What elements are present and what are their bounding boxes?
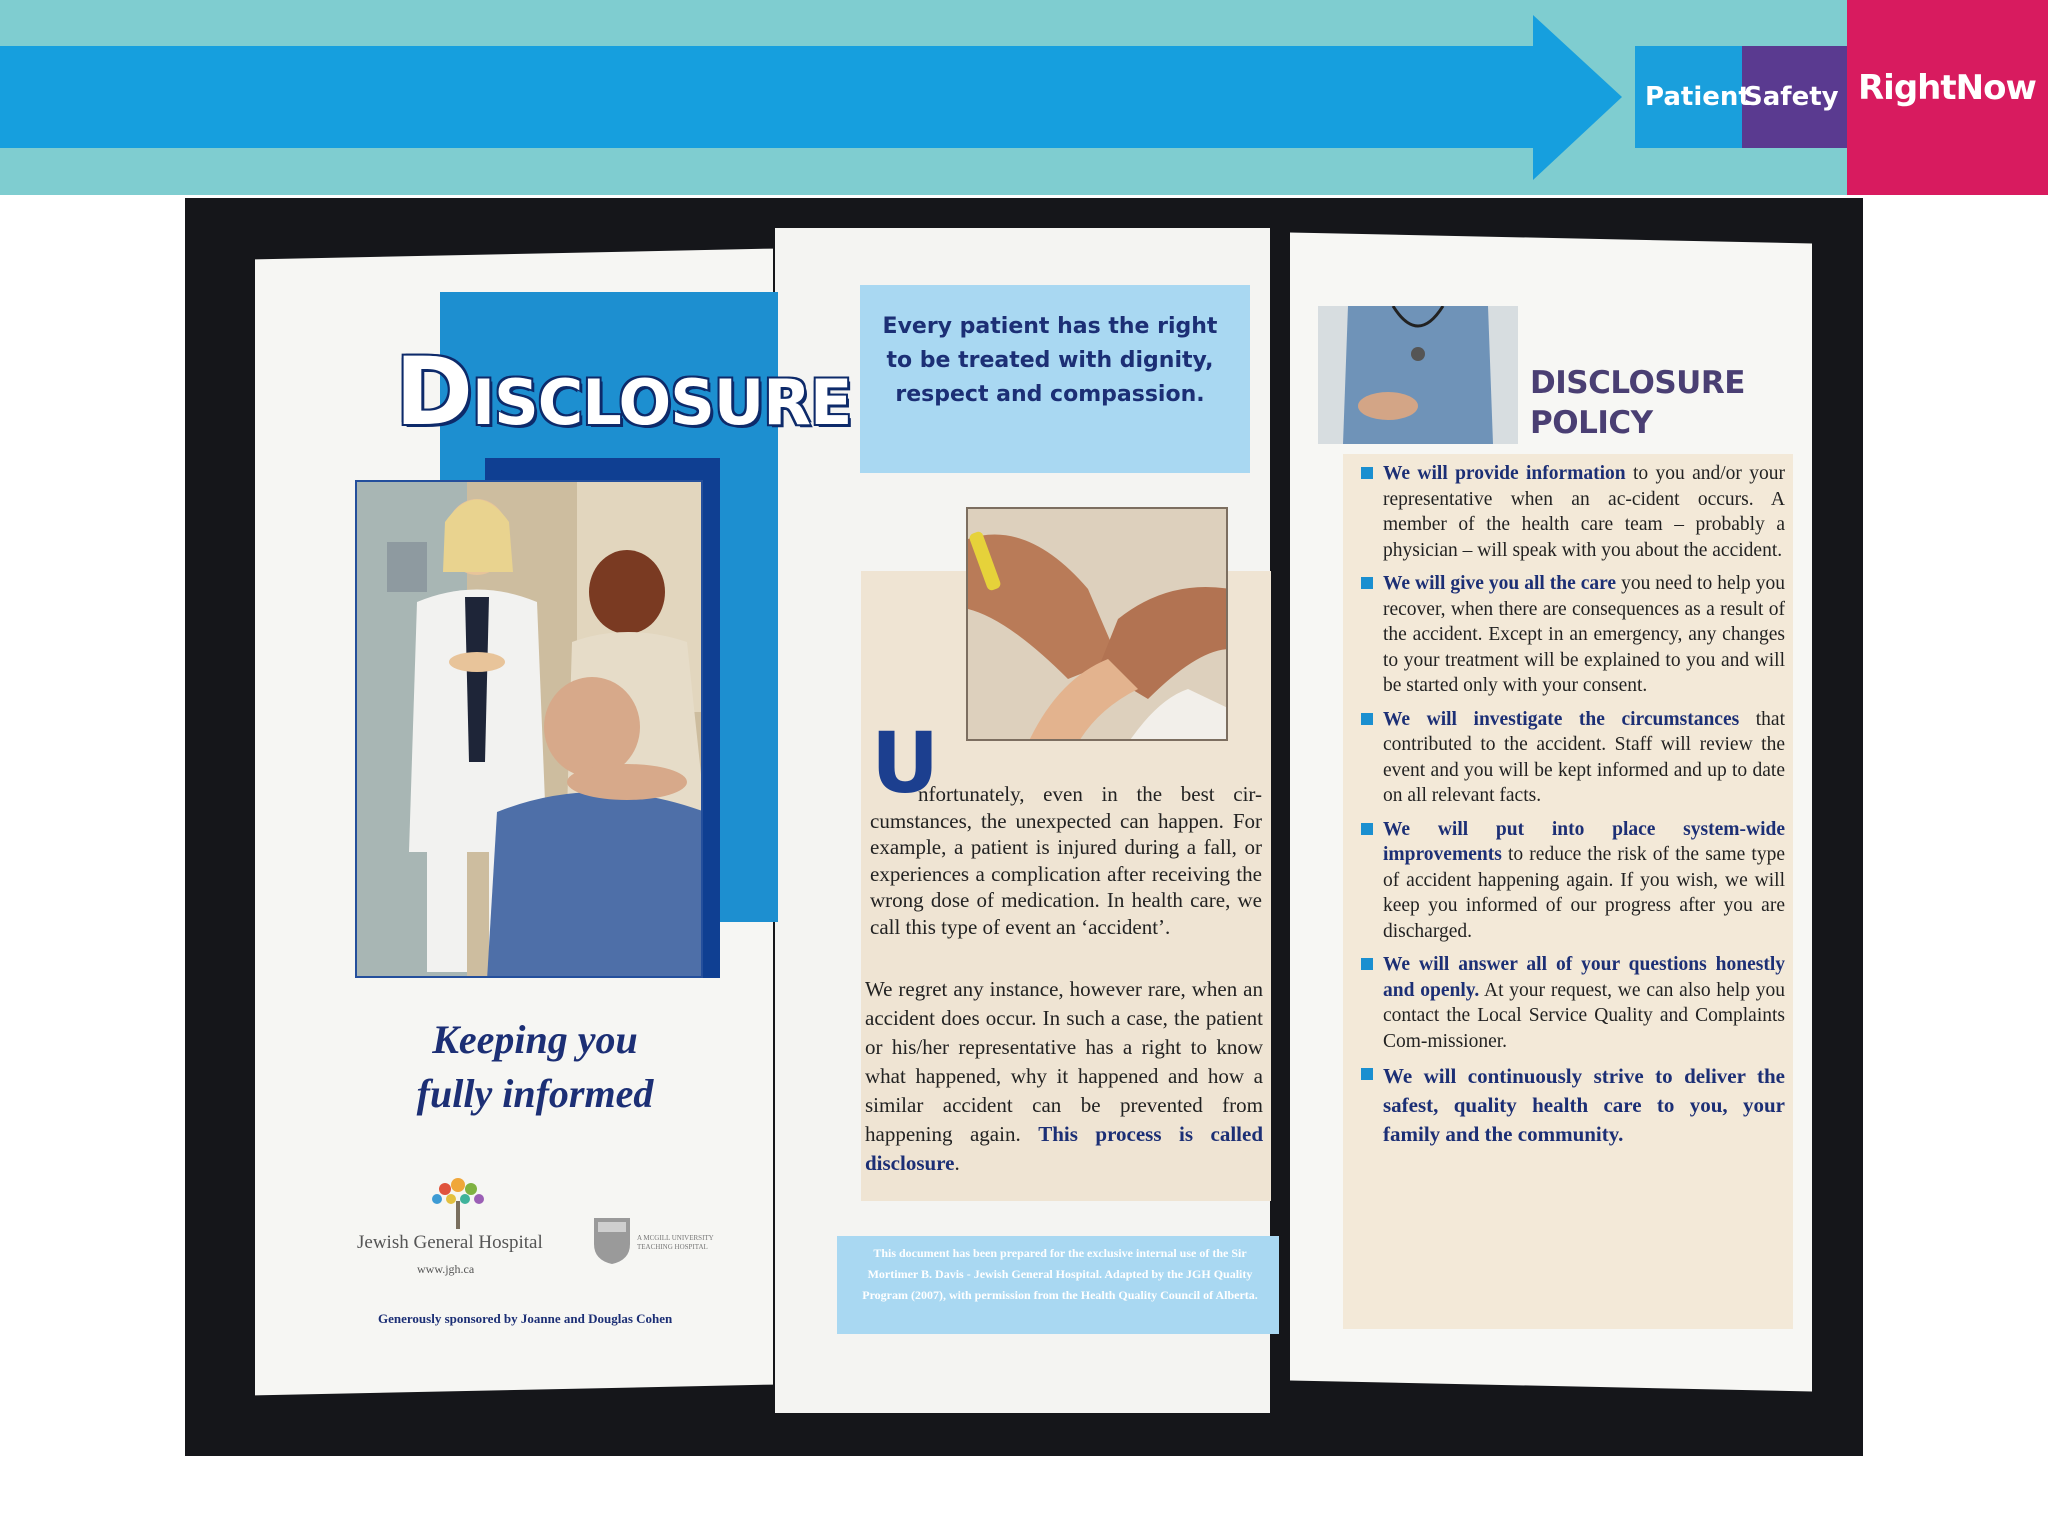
doctor-patient-photo [355,480,703,978]
bullet-square-icon [1361,713,1373,725]
middle-footer-text: This document has been prepared for the exclusive internal use of the Sir Mortimer B. Davis - Jewish General Hospital. Adapted by the JGH Quality Program (2007), with permission from the Health Quality Council of Alberta. [862,1246,1258,1302]
policy-item-text: At your request, we can also help you contact the Local Service Quality and Complaints Com-missioner. [1383,979,1785,1052]
cover-title-initial: D [395,338,473,447]
holding-hands-photo [966,507,1228,741]
mcgill-affiliation-text: A MCGILL UNIVERSITY TEACHING HOSPITAL [637,1234,714,1251]
cover-title [395,338,851,447]
arrow-graphic [0,0,1630,195]
header-banner [0,0,2048,195]
holding-hands-illustration [968,509,1228,741]
policy-item-bold: We will put into place system-wide improvements [1383,818,1785,865]
brand-rightnow-logo: RightNow [1858,68,2036,108]
brand-safety-label: Safety [1744,82,1839,112]
policy-title [1530,363,1745,443]
cover-title-rest: ISCLOSURE [472,366,852,439]
mcgill-crest-icon [592,1216,632,1266]
cover-tagline [395,1013,675,1121]
dropcap-letter: U [871,714,940,812]
bullet-square-icon [1361,823,1373,835]
brand-patient-label: Patient [1645,82,1751,112]
middle-heading: Every patient has the right to be treated with dignity, respect and compassion. [882,314,1218,407]
bullet-square-icon [1361,467,1373,479]
nurse-illustration [1318,306,1518,444]
policy-item [1355,817,1785,945]
policy-title-line2: POLICY [1530,405,1653,441]
policy-item [1355,952,1785,1054]
brochure-photo [185,198,1863,1456]
policy-item-bold: We will continuously strive to deliver the safest, quality health care to you, your family and the community. [1383,1064,1785,1146]
nurse-photo [1318,306,1518,444]
middle-paragraph-1 [870,781,1262,940]
paragraph-2-end: . [954,1151,960,1175]
jgh-tree-logo [423,1173,493,1233]
middle-paragraph-2 [865,975,1263,1178]
policy-item [1355,707,1785,809]
policy-list [1355,461,1785,1157]
bullet-square-icon [1361,577,1373,589]
paragraph-1-rest: cumstances, the unexpected can happen. For example, a patient is injured during a fall, or experiences a complication after receiving the wrong dose of medication. In health care, we call this type of event an ‘accident’. [870,808,1262,939]
policy-item-text: that contributed to the accident. Staff will review the event and you will be kept informed and up to date on all relevant facts. [1383,708,1785,806]
hospital-url: www.jgh.ca [417,1262,475,1276]
bullet-square-icon [1361,1068,1373,1080]
doctor-patient-illustration [357,482,703,978]
paragraph-2-text: We regret any instance, however rare, when an accident does occur. In such a case, the patient or his/her representative has a right to know what happened, why it happened and how a similar accident can be prevented from happening again. [865,977,1263,1146]
sponsor-credit: Generously sponsored by Joanne and Douglas Cohen [378,1311,673,1326]
policy-item [1355,1062,1785,1149]
tagline-line1: Keeping you [432,1017,638,1062]
policy-item-text: to reduce the risk of the same type of accident happening again. If you wish, we will keep you informed of our progress after you are discharged. [1383,844,1785,942]
policy-item [1355,571,1785,699]
policy-item-bold: We will investigate the circumstances [1383,708,1740,730]
policy-item [1355,461,1785,563]
policy-item-bold: We will provide information [1383,463,1626,484]
paragraph-1-first-line: nfortunately, even in the best cir- [918,782,1262,806]
bullet-square-icon [1361,958,1373,970]
policy-item-bold: We will give you all the care [1383,573,1617,594]
policy-item-text: to you and/or your representative when an ac-cident occurs. A member of the health care team – probably a physician – will speak with you about the accident. [1383,463,1785,561]
tagline-line2: fully informed [416,1071,654,1116]
paragraph-2-bold: This process is called disclosure [865,1122,1263,1175]
policy-item-text: you need to help you recover, when there are consequences as a result of the accident. Except in an emergency, any changes to your treatment will be explained to you and will be started only with your consent. [1383,573,1785,696]
policy-item-bold: We will answer all of your questions honestly and openly. [1383,954,1785,1001]
hospital-name: Jewish General Hospital [357,1232,543,1253]
policy-title-line1: DISCLOSURE [1530,365,1745,401]
